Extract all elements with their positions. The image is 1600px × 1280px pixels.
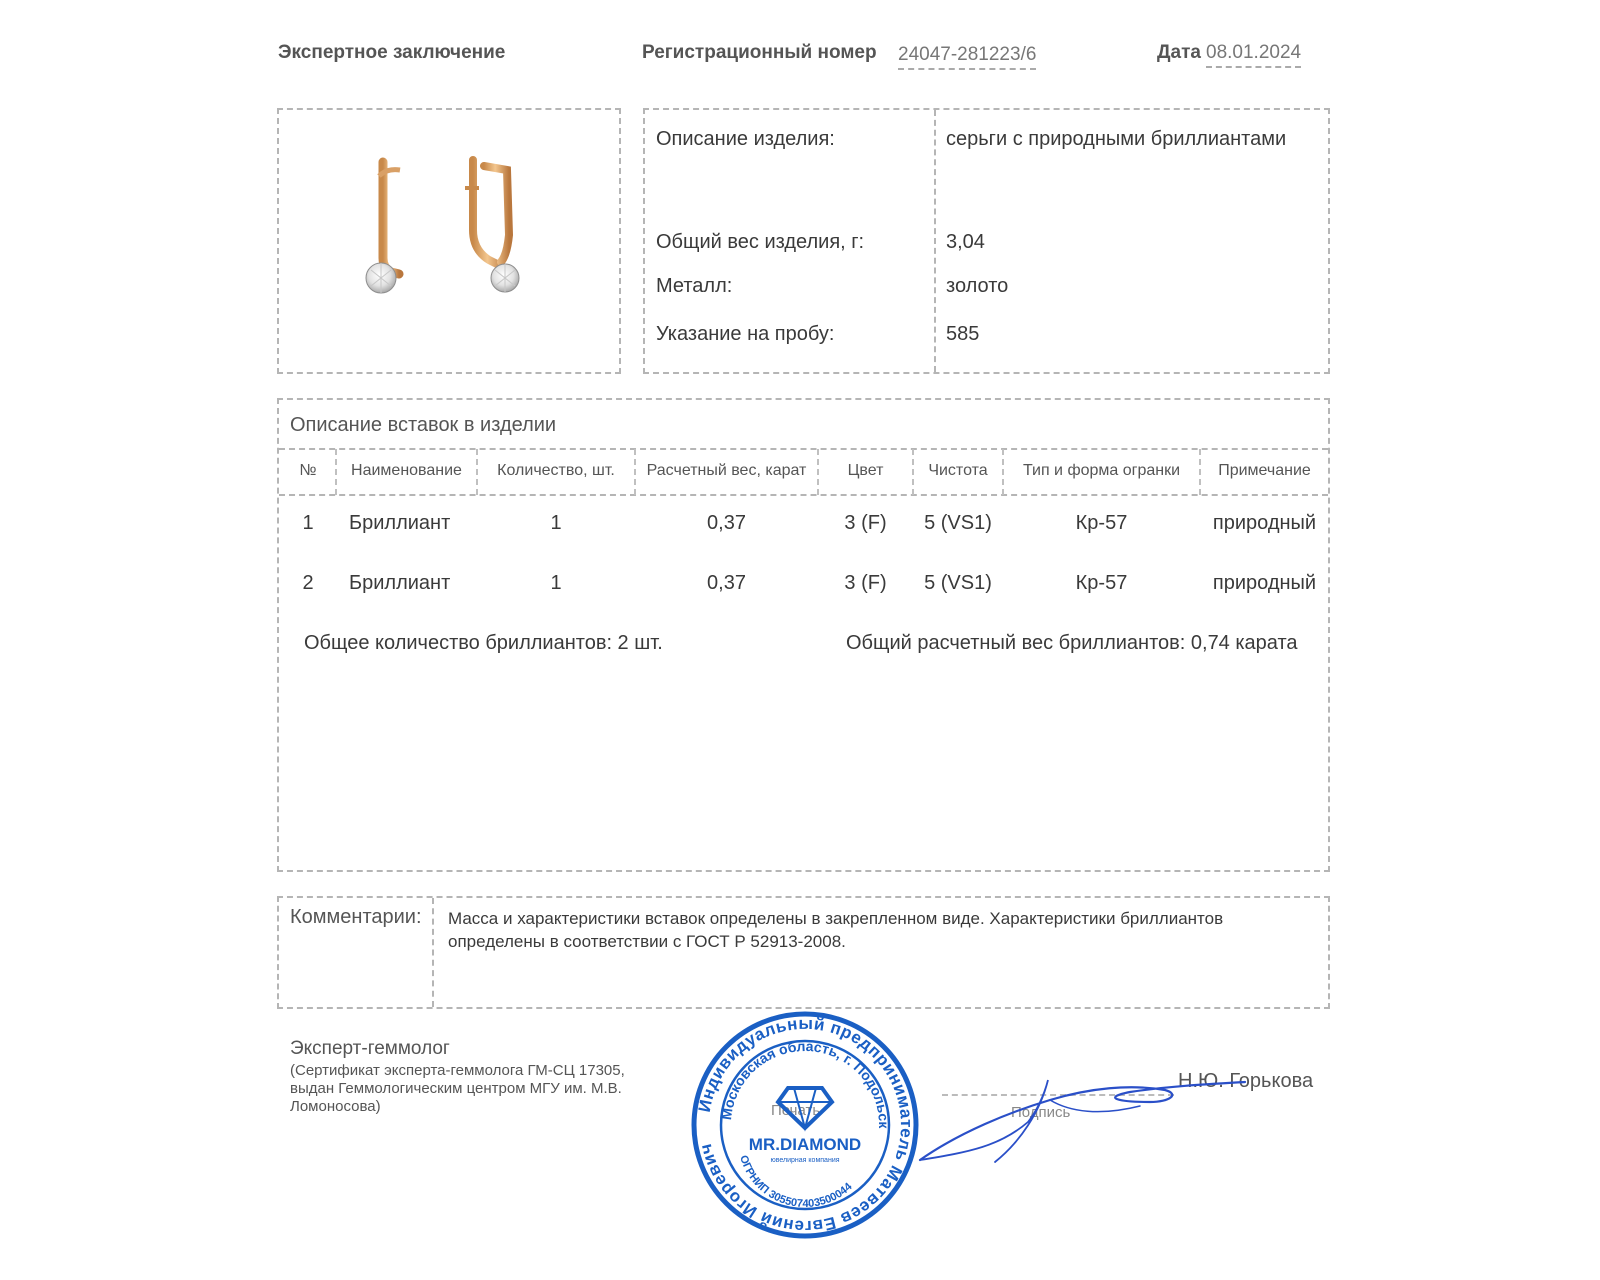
reg-number-label: Регистрационный номер	[642, 42, 877, 63]
column-header-cut: Тип и форма огранки	[1022, 462, 1181, 479]
expert-certificate: (Сертификат эксперта-геммолога ГМ-СЦ 17305, выдан Геммологическим центром МГУ им. М.В. Ломоносова)	[290, 1062, 625, 1115]
row-1-name: Бриллиант	[349, 512, 451, 534]
row-2-color: 3 (F)	[844, 572, 887, 594]
stamp-brand: MR.DIAMOND	[748, 1135, 862, 1154]
column-header-weight: Расчетный вес, карат	[646, 462, 807, 479]
column-header-color: Цвет	[847, 462, 884, 479]
row-1-cut: Кр-57	[1075, 512, 1128, 534]
row-2-name: Бриллиант	[349, 572, 451, 594]
comments-label: Комментарии:	[290, 906, 422, 928]
column-header-clarity: Чистота	[928, 462, 988, 479]
company-stamp	[690, 1010, 920, 1240]
reg-number-value: 24047-281223/6	[898, 44, 1036, 70]
hallmark-value: 585	[946, 323, 980, 345]
diamond-logo-icon	[778, 1088, 832, 1128]
description-value: серьги с природными бриллиантами	[946, 128, 1287, 150]
inserts-title-divider	[279, 448, 1328, 450]
row-1-quantity: 1	[550, 512, 562, 534]
gold-earrings-with-diamonds-photo	[279, 110, 619, 372]
expert-title: Эксперт-геммолог	[290, 1038, 450, 1059]
row-1-weight: 0,37	[707, 512, 746, 534]
column-header-note: Примечание	[1218, 462, 1311, 479]
stamp-label: Печать	[771, 1102, 821, 1119]
document-title: Экспертное заключение	[278, 42, 506, 63]
total-count: Общее количество бриллиантов: 2 шт.	[304, 632, 663, 654]
row-2-quantity: 1	[550, 572, 562, 594]
row-2-note: природный	[1212, 572, 1317, 594]
metal-value: золото	[946, 275, 1009, 297]
column-header-name: Наименование	[351, 462, 462, 479]
inserts-header-divider	[279, 494, 1328, 496]
date-value: 08.01.2024	[1206, 42, 1301, 68]
row-1-color: 3 (F)	[844, 512, 887, 534]
stamp-outer-text: Индивидуальный предприниматель Матвеев Евгений Игоревич	[694, 1013, 917, 1237]
row-2-weight: 0,37	[707, 572, 746, 594]
weight-value: 3,04	[946, 231, 985, 253]
row-1-number: 1	[302, 512, 314, 534]
inserts-title: Описание вставок в изделии	[290, 414, 557, 436]
row-2-clarity: 5 (VS1)	[924, 572, 992, 594]
product-photo-box	[277, 108, 621, 374]
weight-label: Общий вес изделия, г:	[656, 231, 865, 253]
row-1-note: природный	[1212, 512, 1317, 534]
total-weight: Общий расчетный вес бриллиантов: 0,74 карата	[846, 632, 1298, 654]
hallmark-label: Указание на пробу:	[656, 323, 835, 345]
signature-label: Подпись	[1011, 1104, 1071, 1121]
row-2-cut: Кр-57	[1075, 572, 1128, 594]
column-header-number: №	[299, 462, 317, 479]
column-header-quantity: Количество, шт.	[497, 462, 615, 479]
comments-divider	[432, 898, 434, 1007]
handwritten-signature	[900, 1072, 1260, 1182]
row-1-clarity: 5 (VS1)	[924, 512, 992, 534]
description-label: Описание изделия:	[656, 128, 835, 150]
stamp-inner-text: Московская область, г. Подольск	[718, 1037, 893, 1129]
stamp-ogrnip: ОГРНИП 305507403500044	[737, 1153, 855, 1210]
date-label: Дата	[1157, 42, 1201, 63]
comments-text: Масса и характеристики вставок определены в закрепленном виде. Характеристики бриллиантов определены в соответствии с ГОСТ Р 52913-2008.	[448, 909, 1224, 951]
description-divider	[934, 110, 936, 372]
row-2-number: 2	[302, 572, 314, 594]
stamp-brand-sub: ювелирная компания	[770, 1157, 840, 1164]
metal-label: Металл:	[656, 275, 733, 297]
signer-name: Н.Ю. Горькова	[1178, 1070, 1314, 1092]
